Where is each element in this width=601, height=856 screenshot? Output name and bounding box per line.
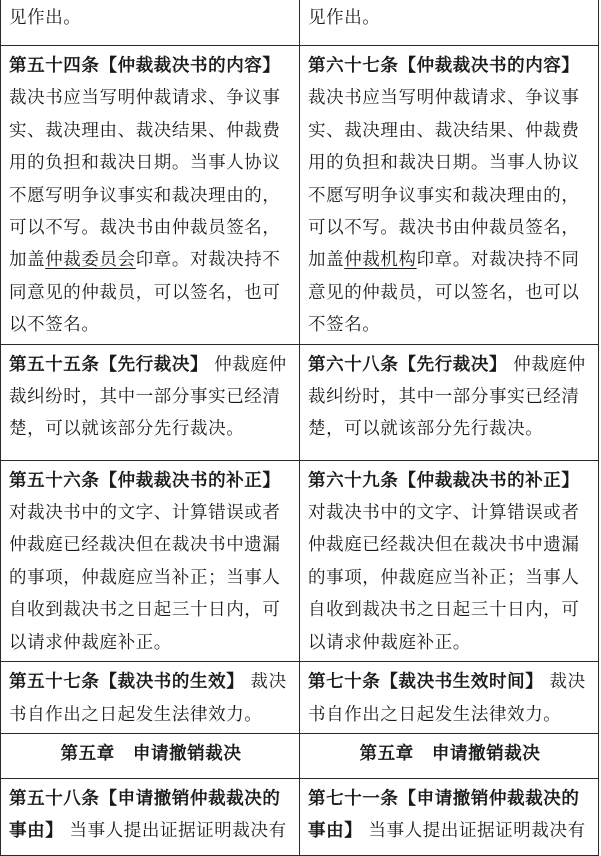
new-law-cell [300,344,599,460]
table-row [1,460,599,661]
underlined-change: 仲裁委员会 [45,250,136,271]
table-row [1,662,599,734]
chapter-title: 第五章 申请撤销裁决 [359,743,541,764]
article-body: 对裁决书中的文字、计算错误或者仲裁庭已经裁决但在裁决书中遗漏的事项，仲裁庭应当补正；当事人自收到裁决书之日起三十日内，可以请求仲裁庭补正。 [308,503,580,653]
old-law-cell [1,778,300,855]
old-law-chapter-cell [1,733,300,778]
article-heading: 第五十七条【裁决书的生效】 [9,672,245,693]
chapter-title: 第五章 申请撤销裁决 [60,743,242,764]
underlined-change: 仲裁机构 [344,250,417,271]
article-body: 裁决书自作出之日起发生法律效力。 [308,672,586,725]
article-heading: 第五十六条【仲裁裁决书的补正】 [9,470,281,491]
article-body: 裁决书应当写明仲裁请求、争议事实、裁决理由、裁决结果、仲裁费用的负担和裁决日期。当事人协议不愿写明争议事实和裁决理由的，可以不写。裁决书由仲裁员签名，加盖 [9,88,281,271]
article-heading: 第七十条【裁决书生效时间】 [308,672,544,693]
new-law-cell [300,778,599,855]
article-heading: 第六十七条【仲裁裁决书的内容】 [308,56,580,76]
new-law-chapter-cell [300,733,599,778]
article-body: 裁决书应当写明仲裁请求、争议事实、裁决理由、裁决结果、仲裁费用的负担和裁决日期。当事人协议不愿写明争议事实和裁决理由的，可以不写。裁决书由仲裁员签名，加盖 [308,88,580,271]
article-body: 当事人提出证据证明裁决有 [362,821,586,842]
new-law-cell [300,460,599,661]
old-law-cell [1,0,300,46]
cell-text: 见作出。 [9,8,82,28]
table-row [1,0,599,46]
new-law-cell [300,0,599,46]
table-row [1,344,599,460]
table-row [1,778,599,855]
article-heading: 第七十一条【申请撤销仲裁裁决的事由】 [308,788,580,842]
article-heading: 第五十八条【申请撤销仲裁裁决的事由】 [9,788,281,842]
new-law-cell [300,662,599,734]
article-body: 印章。对裁决持不同意见的仲裁员，可以签名，也可以不签名。 [308,250,580,336]
old-law-cell [1,662,300,734]
chapter-row [1,733,599,778]
article-body: 仲裁庭仲裁纠纷时，其中一部分事实已经清楚，可以就该部分先行裁决。 [9,354,287,440]
article-body: 印章。对裁决持不同意见的仲裁员，可以签名，也可以不签名。 [9,250,281,336]
article-body: 当事人提出证据证明裁决有 [63,821,287,842]
article-body: 对裁决书中的文字、计算错误或者仲裁庭已经裁决但在裁决书中遗漏的事项，仲裁庭应当补正；当事人自收到裁决书之日起三十日内，可以请求仲裁庭补正。 [9,503,281,653]
article-heading: 第五十四条【仲裁裁决书的内容】 [9,56,281,76]
old-law-cell [1,460,300,661]
article-body: 仲裁庭仲裁纠纷时，其中一部分事实已经清楚，可以就该部分先行裁决。 [308,354,586,440]
old-law-cell [1,344,300,460]
article-heading: 第六十八条【先行裁决】 [308,354,508,375]
cell-text: 见作出。 [308,8,381,28]
article-heading: 第五十五条【先行裁决】 [9,354,209,375]
table-row [1,46,599,345]
old-law-cell [1,46,300,345]
article-body: 裁决书自作出之日起发生法律效力。 [9,672,287,725]
article-heading: 第六十九条【仲裁裁决书的补正】 [308,470,580,491]
new-law-cell [300,46,599,345]
